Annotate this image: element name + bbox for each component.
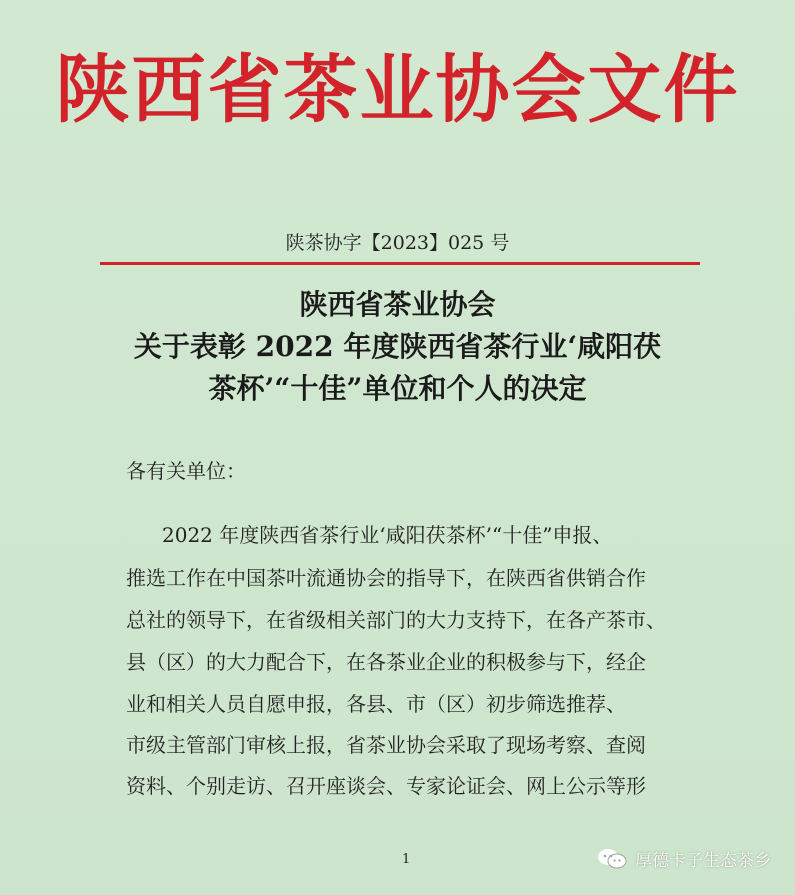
body-line: 资料、个别走访、召开座谈会、专家论证会、网上公示等形 (126, 774, 646, 798)
red-divider-line (100, 262, 700, 265)
body-line: 市级主管部门审核上报，省茶业协会采取了现场考察、查阅 (126, 733, 646, 757)
body-line: 县（区）的大力配合下，在各茶业企业的积极参与下，经企 (126, 650, 646, 674)
title-line-2: 关于表彰 2022 年度陕西省茶行业‘咸阳茯 (133, 330, 662, 363)
watermark (597, 846, 771, 871)
title-line-1: 陕西省茶业协会 (299, 288, 496, 321)
salutation: 各有关单位： (126, 459, 246, 483)
watermark-text: 厚德卡子生态茶乡 (635, 851, 771, 871)
document-number: 陕茶协字【2023】025 号 (285, 232, 510, 254)
body-line: 总社的领导下，在省级相关部门的大力支持下，在各产茶市、 (126, 608, 666, 632)
body-line: 推选工作在中国茶叶流通协会的指导下，在陕西省供销合作 (126, 566, 646, 590)
wechat-icon (597, 848, 627, 870)
title-line-3: 茶杯’“十佳”单位和个人的决定 (208, 372, 587, 405)
page-number: 1 (402, 852, 411, 867)
body-line: 业和相关人员自愿申报，各县、市（区）初步筛选推荐、 (126, 692, 626, 716)
body-line: 2022 年度陕西省茶行业‘咸阳茯茶杯’“十佳”申报、 (162, 523, 613, 547)
masthead-title: 陕西省茶业协会文件 (55, 47, 740, 133)
